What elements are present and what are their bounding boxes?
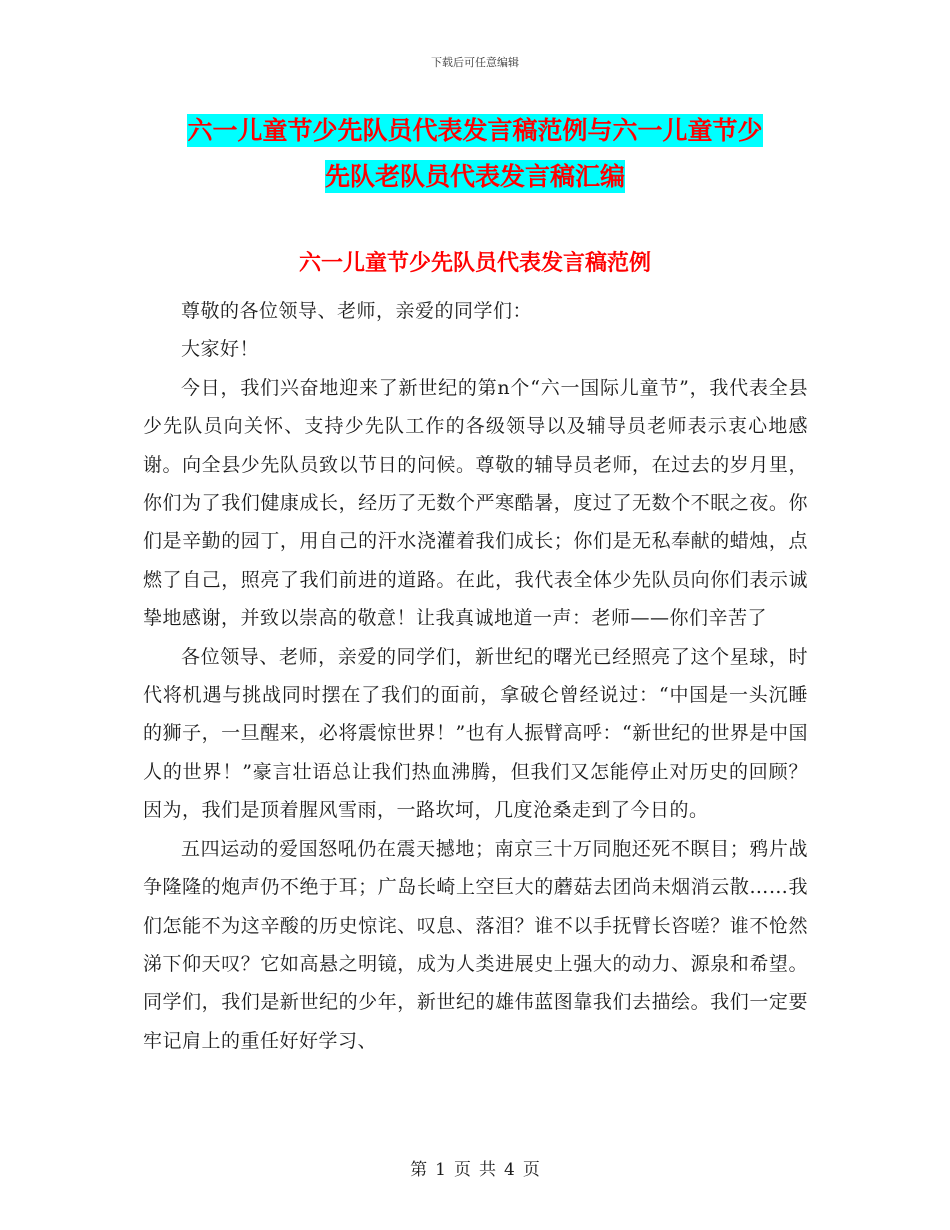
paragraph: 各位领导、老师，亲爱的同学们，新世纪的曙光已经照亮了这个星球，时代将机遇与挑战同时摆在了我们的面前，拿破仑曾经说过：“中国是一头沉睡的狮子，一旦醒来，必将震惊世界！”也有人振臂高呼：“新世纪的世界是中国人的世界！”豪言壮语总让我们热血沸腾，但我们又怎能停止对历史的回顾？因为，我们是顶着腥风雪雨，一路坎坷，几度沧桑走到了今日的。 bbox=[143, 645, 808, 822]
paragraph-greeting: 大家好！ bbox=[181, 338, 260, 361]
footer-label-page: 第 bbox=[410, 1160, 428, 1180]
page-footer bbox=[0, 1155, 950, 1180]
title-line-1: 六一儿童节少先队员代表发言稿范例与六一儿童节少 bbox=[187, 116, 763, 145]
title-line-2: 先队老队员代表发言稿汇编 bbox=[324, 162, 625, 191]
footer-label-total: 共 bbox=[479, 1160, 496, 1180]
footer-total-pages: 4 bbox=[504, 1160, 515, 1180]
paragraph: 五四运动的爱国怒吼仍在震天撼地；南京三十万同胞还死不瞑目；鸦片战争隆隆的炮声仍不绝于耳；广岛长崎上空巨大的蘑菇去团尚未烟消云散……我们怎能不为这辛酸的历史惊诧、叹息、落泪？谁不以手抚臂长咨嗟？谁不怆然涕下仰天叹？它如高悬之明镜，成为人类进展史上强大的动力、源泉和希望。同学们，我们是新世纪的少年，新世纪的雄伟蓝图靠我们去描绘。我们一定要牢记肩上的重任好好学习、 bbox=[143, 837, 808, 1052]
document-title bbox=[140, 108, 810, 200]
page-header-note: 下载后可任意编辑 bbox=[431, 56, 519, 69]
section-title: 六一儿童节少先队员代表发言稿范例 bbox=[298, 251, 651, 276]
footer-label-unit2: 页 bbox=[522, 1160, 540, 1180]
paragraph: 今日，我们兴奋地迎来了新世纪的第n个“六一国际儿童节”，我代表全县少先队员向关怀、支持少先队工作的各级领导以及辅导员老师表示衷心地感谢。向全县少先队员致以节日的问候。尊敬的辅导员老师，在过去的岁月里，你们为了我们健康成长，经历了无数个严寒酷暑，度过了无数个不眠之夜。你们是辛勤的园丁，用自己的汗水浇灌着我们成长；你们是无私奉献的蜡烛，点燃了自己，照亮了我们前进的道路。在此，我代表全体少先队员向你们表示诚挚地感谢，并致以崇高的敬意！让我真诚地道一声：老师——你们辛苦了 bbox=[143, 376, 808, 630]
footer-current-page: 1 bbox=[435, 1160, 446, 1180]
document-body bbox=[143, 292, 808, 1060]
footer-label-unit: 页 bbox=[454, 1160, 471, 1180]
paragraph-salutation: 尊敬的各位领导、老师，亲爱的同学们： bbox=[181, 300, 533, 322]
